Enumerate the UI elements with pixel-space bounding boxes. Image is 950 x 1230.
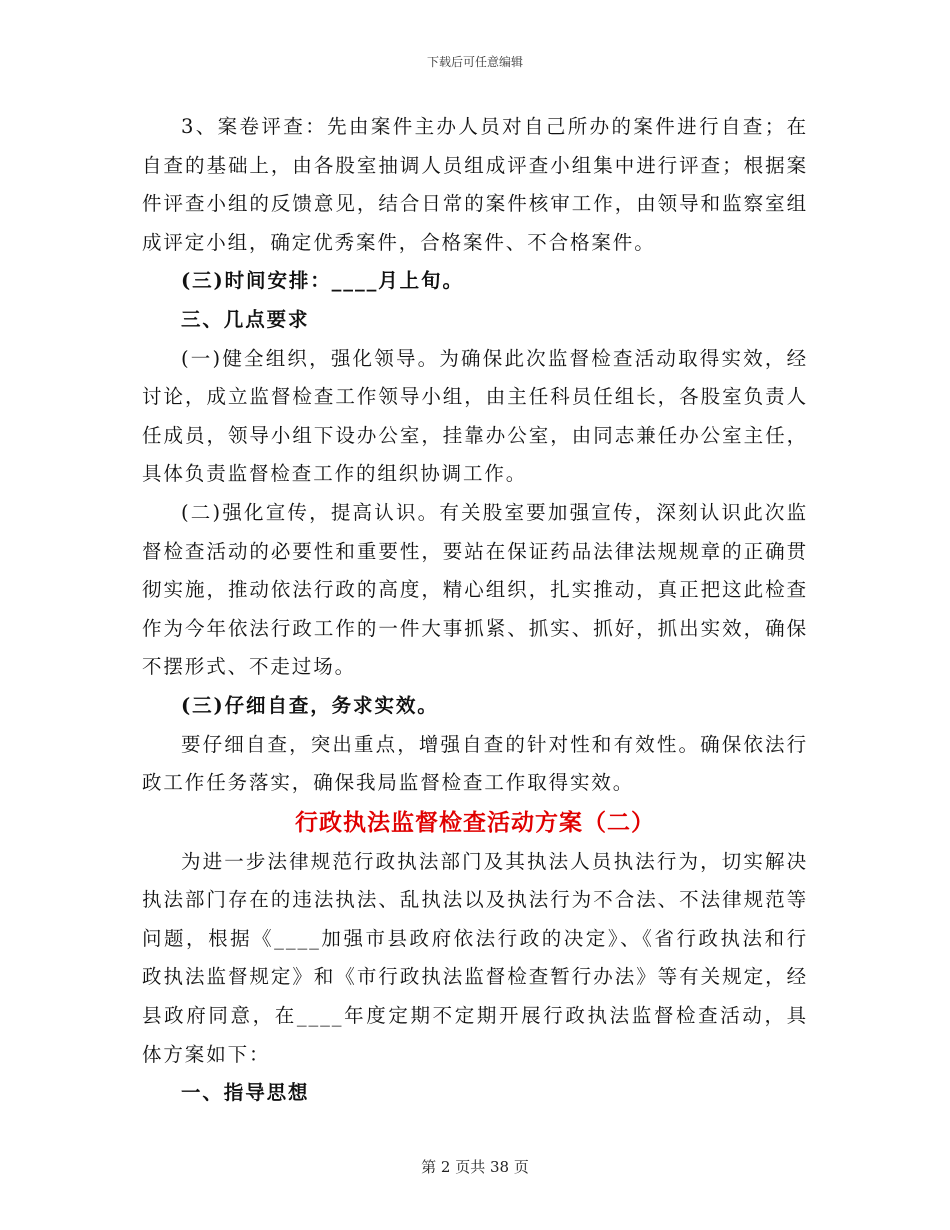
heading-schedule: (三)时间安排：____月上旬。 xyxy=(181,269,464,293)
heading-guiding-ideology: 一、指导思想 xyxy=(181,1081,310,1105)
heading-requirements: 三、几点要求 xyxy=(181,307,310,331)
paragraph-case-review: 3、案卷评查：先由案件主办人员对自己所办的案件进行自查；在自查的基础上，由各股室抽调人员组成评查小组集中进行评查；根据案件评查小组的反馈意见，结合日常的案件核审工作，由领导和监察室组成评定小组，确定优秀案件，合格案件、不合格案件。 xyxy=(142,115,808,254)
paragraph-self-inspection: 要仔细自查，突出重点，增强自查的针对性和有效性。确保依法行政工作任务落实，确保我局监督检查工作取得实效。 xyxy=(142,732,808,795)
paragraph-intro: 为进一步法律规范行政执法部门及其执法人员执法行为，切实解决执法部门存在的违法执法、乱执法以及执法行为不合法、不法律规范等问题，根据《____加强市县政府依法行政的决定》、《省行政执法和行政执法监督规定》和《市行政执法监督检查暂行办法》等有关规定，经县政府同意，在____年度定期不定期开展行政执法监督检查活动，具体方案如下： xyxy=(142,849,808,1066)
page-footer: 第 2 页共 38 页 xyxy=(421,1158,529,1176)
heading-self-inspection: (三)仔细自查，务求实效。 xyxy=(181,693,439,717)
document-body xyxy=(142,108,808,1113)
paragraph-organization: (一)健全组织，强化领导。为确保此次监督检查活动取得实效，经讨论，成立监督检查工作领导小组，由主任科员任组长，各股室负责人任成员，领导小组下设办公室，挂靠办公室，由同志兼任办公室主任，具体负责监督检查工作的组织协调工作。 xyxy=(142,346,808,486)
section-title: 行政执法监督检查活动方案（二） xyxy=(295,808,655,836)
page-header: 下载后可任意编辑 xyxy=(426,55,523,69)
paragraph-publicity: (二)强化宣传，提高认识。有关股室要加强宣传，深刻认识此次监督检查活动的必要性和重要性，要站在保证药品法律法规规章的正确贯彻实施，推动依法行政的高度，精心组织，扎实推动，真正把这此检查作为今年依法行政工作的一件大事抓紧、抓实、抓好，抓出实效，确保不摆形式、不走过场。 xyxy=(142,500,808,679)
